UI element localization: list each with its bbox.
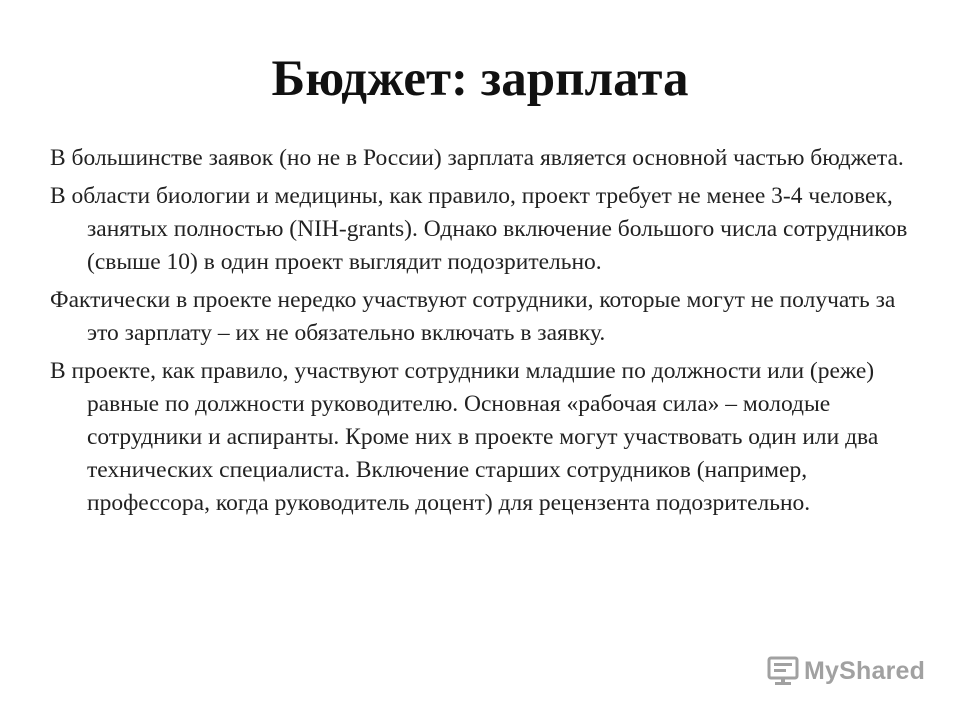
watermark-text: MyShared <box>804 656 926 685</box>
paragraph-staff-composition: В проекте, как правило, участвуют сотрудники младшие по должности или (реже) равные по должности руководителю. Основная «рабочая сила» – молодые сотрудники и аспиранты. Кроме них в проекте могут участвовать один или два технических специалиста. Включение старших сотрудников (например, профессора, когда руководитель доцент) для рецензента подозрительно. <box>50 358 879 516</box>
slide-body <box>50 142 930 525</box>
presentation-screen-icon <box>766 654 800 688</box>
paragraph-unpaid-participants: Фактически в проекте нередко участвуют сотрудники, которые могут не получать за это зарплату – их не обязательно включать в заявку. <box>50 287 896 346</box>
paragraph-biology-medicine-staff: В области биологии и медицины, как правило, проект требует не менее 3-4 человек, занятых полностью (NIH-grants). Однако включение большого числа сотрудников (свыше 10) в один проект выглядит подозрительно. <box>50 183 908 275</box>
paragraph-salary-main-part: В большинстве заявок (но не в России) зарплата является основной частью бюджета. <box>50 145 904 171</box>
slide-title: Бюджет: зарплата <box>271 51 689 107</box>
watermark <box>766 654 925 688</box>
